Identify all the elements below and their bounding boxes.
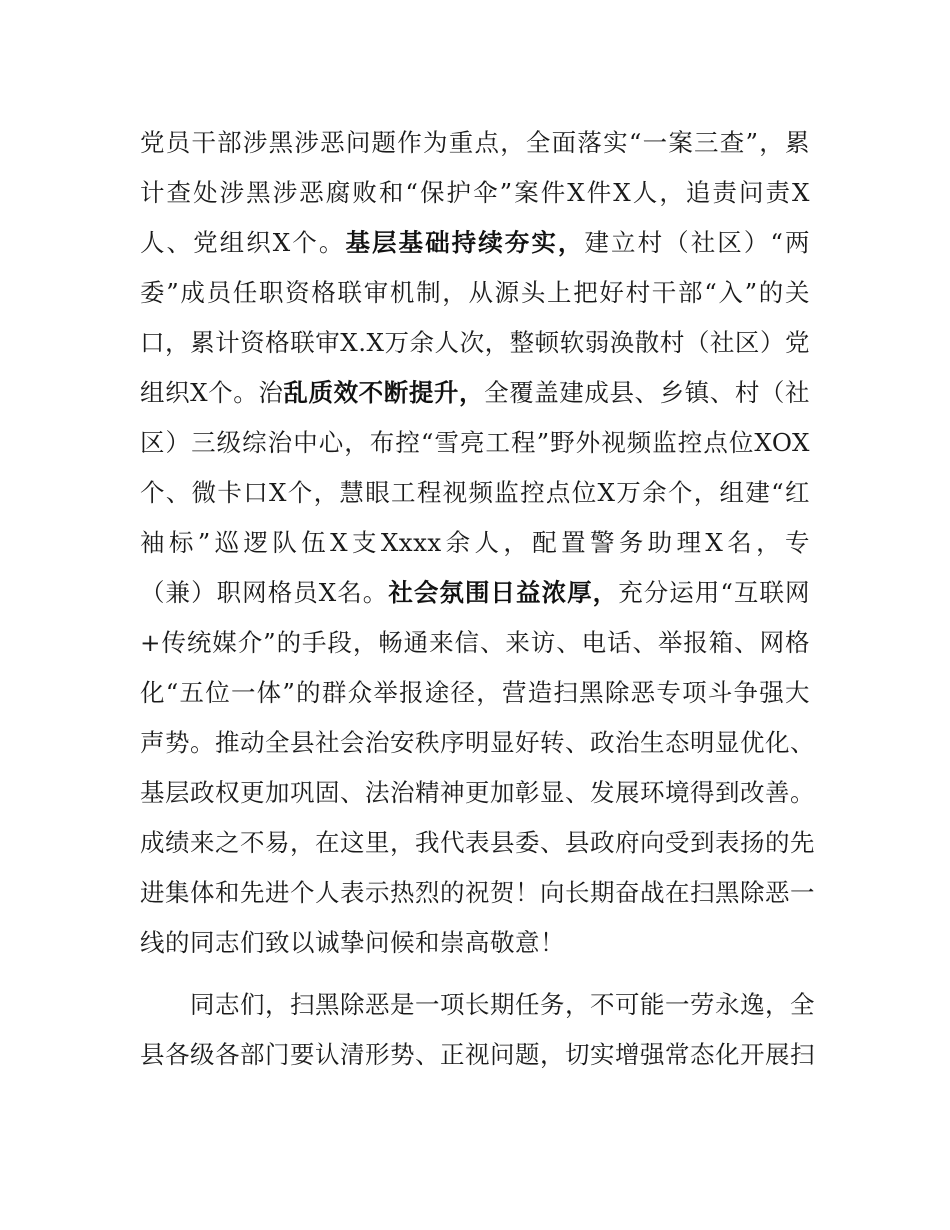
text-line-content: +传统媒介”的手段，畅通来信、来访、电话、举报箱、网格 [140, 628, 810, 657]
text-line-content: 线的同志们致以诚挚问候和崇高敬意！ [140, 928, 565, 957]
text-segment: 充分运用“互联网 [618, 578, 811, 607]
text-line-content: 口，累计资格联审X.X万余人次，整顿软弱涣散村（社区）党 [140, 328, 810, 357]
text-line [140, 518, 810, 568]
text-line [140, 468, 810, 518]
text-line-content: 袖标”巡逻队伍X支Xxxx余人，配置警务助理X名，专 [140, 528, 810, 557]
text-line [140, 618, 810, 668]
text-line-content: 进集体和先进个人表示热烈的祝贺！向长期奋战在扫黑除恶一 [140, 878, 815, 907]
text-line-indented [190, 980, 815, 1030]
text-segment: 人、党组织X个。 [140, 228, 346, 257]
text-line-last [140, 918, 810, 968]
bold-highlight: 社会氛围日益浓厚， [388, 578, 619, 607]
text-segment: 全覆盖建成县、乡镇、村（社 [484, 378, 811, 407]
bold-highlight: 乱质效不断提升， [283, 378, 485, 407]
text-segment: 组织X个。治 [140, 378, 284, 407]
bold-highlight: 基层基础持续夯实， [345, 228, 585, 257]
text-line [140, 718, 815, 768]
text-line [140, 268, 810, 318]
text-line [140, 118, 810, 168]
text-line-content: 基层政权更加巩固、法治精神更加彰显、发展环境得到改善。 [140, 778, 815, 807]
text-line-content: 个、微卡口X个，慧眼工程视频监控点位X万余个，组建“红 [140, 478, 810, 507]
text-line [140, 1030, 815, 1080]
text-line [140, 818, 815, 868]
text-line [140, 768, 815, 818]
text-line-content: 计查处涉黑涉恶腐败和“保护伞”案件X件X人，追责问责X [140, 178, 810, 207]
text-line [140, 568, 810, 618]
text-line-content: 党员干部涉黑涉恶问题作为重点，全面落实“一案三查”，累 [140, 128, 810, 157]
text-line-content: 声势。推动全县社会治安秩序明显好转、政治生态明显优化、 [140, 728, 815, 757]
text-line-content: 县各级各部门要认清形势、正视问题，切实增强常态化开展扫 [140, 1040, 815, 1069]
text-line [140, 368, 810, 418]
text-line [140, 668, 810, 718]
text-line [140, 168, 810, 218]
text-line-content: 委”成员任职资格联审机制，从源头上把好村干部“入”的关 [140, 278, 810, 307]
text-line [140, 318, 810, 368]
text-line [140, 418, 810, 468]
text-segment: 建立村（社区）“两 [584, 228, 810, 257]
text-line-content: 成绩来之不易，在这里，我代表县委、县政府向受到表扬的先 [140, 828, 815, 857]
text-line [140, 218, 810, 268]
text-line-content: 化“五位一体”的群众举报途径，营造扫黑除恶专项斗争强大 [140, 678, 810, 707]
text-line [140, 868, 815, 918]
text-segment: （兼）职网格员X名。 [140, 578, 389, 607]
text-line-content: 同志们，扫黑除恶是一项长期任务，不可能一劳永逸，全 [190, 990, 815, 1019]
text-line-content: 区）三级综治中心，布控“雪亮工程”野外视频监控点位XOX [140, 428, 810, 457]
